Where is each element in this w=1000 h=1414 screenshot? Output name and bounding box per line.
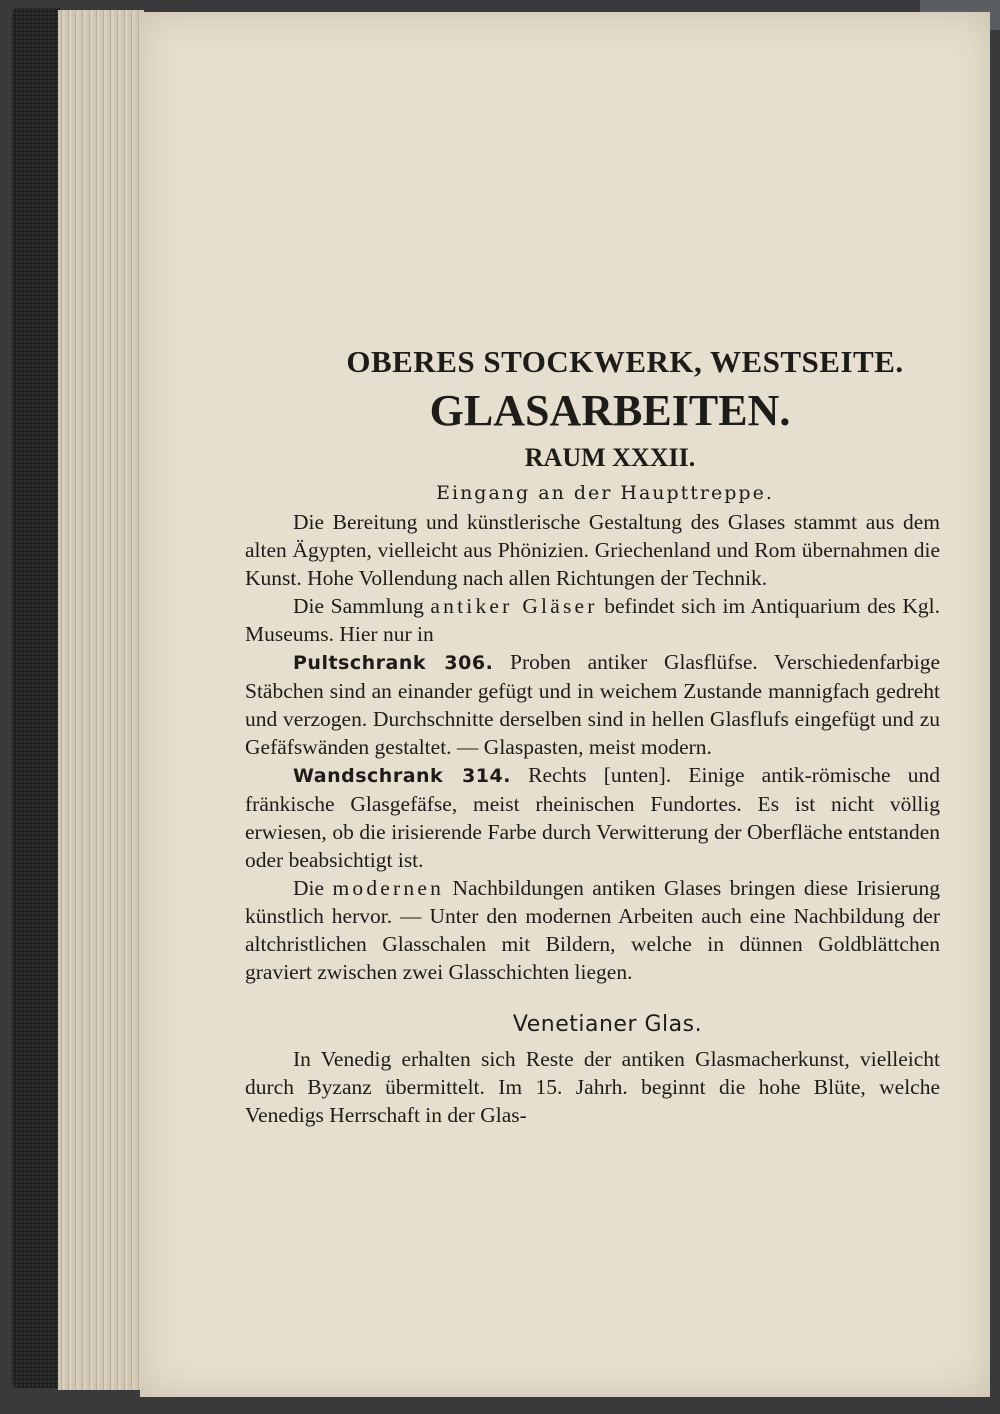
book-page: [140, 12, 990, 1397]
cabinet-label: Wandschrank 314.: [293, 765, 511, 787]
page-edges: [58, 10, 144, 1390]
paragraph-intro: Die Bereitung und künstlerische Gestaltung des Glases stammt aus dem alten Ägypten, vielleicht aus Phönizien. Griechenland und Rom übernahmen die Kunst. Hohe Vollendung nach allen Richtungen der Technik.: [245, 510, 940, 590]
section-heading: Venetianer Glas.: [512, 1012, 703, 1037]
paragraph-modern: [245, 874, 940, 986]
room-heading: RAUM XXXII.: [524, 443, 696, 472]
paragraph-venice: In Venedig erhalten sich Reste der antiken Glasmacherkunst, vielleicht durch Byzanz übermittelt. Im 15. Jahrh. beginnt die hohe Blüte, welche Venedigs Herrschaft in der Glas-: [245, 1047, 940, 1127]
text-run: Die Sammlung: [293, 594, 431, 618]
paragraph-wandschrank: [245, 761, 940, 874]
page-title: GLASARBEITEN.: [429, 386, 791, 435]
book-spine: [12, 8, 60, 1388]
text-run: Nachbildungen antiken Glases bringen diese Irisierung künstlich hervor. — Unter den modernen Arbeiten auch eine Nachbildung der altchristlichen Glasschalen mit Bildern, welche in dünnen Goldblättchen graviert zwischen zwei Glasschichten liegen.: [245, 876, 941, 984]
paragraph-pultschrank: [245, 648, 940, 761]
entrance-line: Eingang an der Haupttreppe.: [436, 482, 774, 504]
text-run: Rechts [unten]. Einige antik-römische und fränkische Glasgefäfse, meist rheinischen Fundortes. Es ist nicht völlig erwiesen, ob die irisierende Farbe durch Verwitterung der Oberfläche entstanden oder beabsichtigt ist.: [245, 763, 940, 872]
page-content: [245, 342, 940, 1129]
paragraph-collection: [245, 592, 940, 648]
text-run: befindet sich im Antiquarium des Kgl. Museums. Hier nur in: [245, 594, 940, 646]
spaced-text: antiker Gläser: [430, 594, 598, 618]
text-run: Proben antiker Glasflüfse. Verschiedenfarbige Stäbchen sind an einander gefügt und in weichem Zustande mannigfach gedreht und verzogen. Durchschnitte derselben sind in hellen Glasflufs eingefügt und zu Gefäfswänden gestaltet. — Glaspasten, meist modern.: [245, 650, 940, 759]
text-run: Die: [293, 876, 333, 900]
spaced-text: modernen: [332, 876, 445, 900]
floor-heading: OBERES STOCKWERK, WESTSEITE.: [346, 344, 904, 379]
cabinet-label: Pultschrank 306.: [293, 652, 494, 674]
